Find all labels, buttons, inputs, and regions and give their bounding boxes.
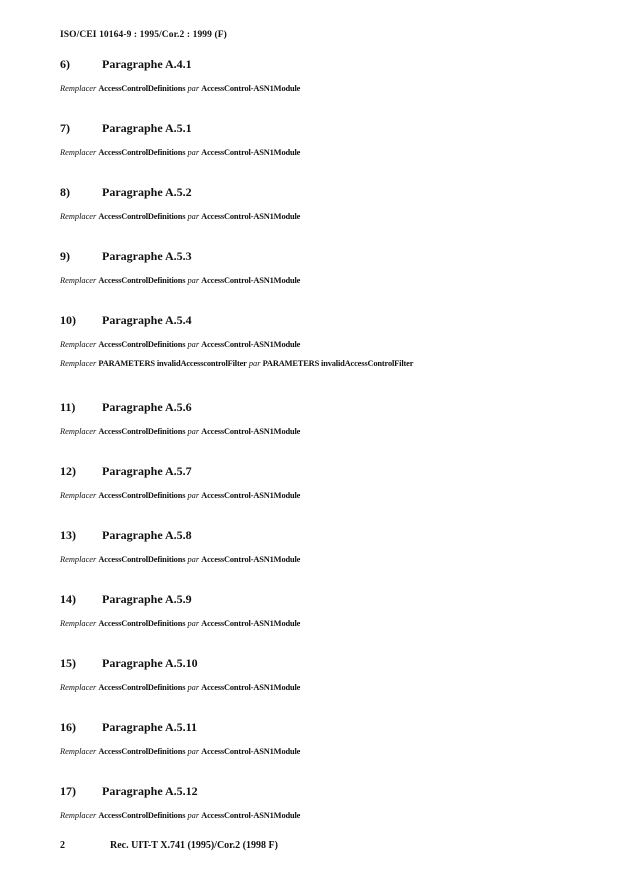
new-term: AccessControl-ASN1Module: [201, 555, 301, 564]
replacement-instruction: [60, 747, 600, 756]
item-title: Paragraphe A.5.4: [102, 313, 192, 327]
replace-verb: Remplacer: [60, 427, 97, 436]
replace-verb: Remplacer: [60, 747, 97, 756]
replace-verb: Remplacer: [60, 619, 97, 628]
item-heading: [60, 185, 600, 201]
item-number: 7): [60, 121, 70, 135]
old-term: AccessControlDefinitions: [98, 427, 186, 436]
item-number: 8): [60, 185, 70, 199]
replacement-instruction: [60, 340, 600, 349]
par-word: par: [187, 212, 200, 221]
corrigendum-item: [60, 57, 600, 93]
corrigendum-item: [60, 592, 600, 628]
replacement-instruction: [60, 491, 600, 500]
old-term: AccessControlDefinitions: [98, 747, 186, 756]
old-term: AccessControlDefinitions: [98, 212, 186, 221]
corrigendum-item: [60, 720, 600, 756]
item-title: Paragraphe A.5.3: [102, 249, 192, 263]
replacement-instruction: [60, 84, 600, 93]
item-heading: [60, 528, 600, 544]
replace-verb: Remplacer: [60, 491, 97, 500]
replace-verb: Remplacer: [60, 555, 97, 564]
par-word: par: [248, 359, 261, 368]
corrigendum-item: [60, 249, 600, 285]
item-heading: [60, 720, 600, 736]
new-term: AccessControl-ASN1Module: [201, 811, 301, 820]
item-heading: [60, 592, 600, 608]
item-heading: [60, 57, 600, 73]
replacement-instruction: [60, 427, 600, 436]
corrigendum-item: [60, 185, 600, 221]
replacement-instruction: [60, 555, 600, 564]
item-heading: [60, 464, 600, 480]
item-title: Paragraphe A.5.6: [102, 400, 192, 414]
par-word: par: [187, 491, 200, 500]
item-title: Paragraphe A.4.1: [102, 57, 192, 71]
old-term: PARAMETERS invalidAccesscontrolFilter: [98, 359, 247, 368]
corrigendum-item: [60, 784, 600, 820]
new-term: AccessControl-ASN1Module: [201, 340, 301, 349]
item-title: Paragraphe A.5.1: [102, 121, 192, 135]
item-title: Paragraphe A.5.8: [102, 528, 192, 542]
new-term: AccessControl-ASN1Module: [201, 619, 301, 628]
item-number: 10): [60, 313, 76, 327]
item-number: 13): [60, 528, 76, 542]
item-number: 11): [60, 400, 76, 414]
footer-reference: Rec. UIT-T X.741 (1995)/Cor.2 (1998 F): [110, 840, 278, 851]
par-word: par: [187, 747, 200, 756]
item-number: 12): [60, 464, 76, 478]
item-heading: [60, 121, 600, 137]
par-word: par: [187, 811, 200, 820]
item-heading: [60, 784, 600, 800]
new-term: AccessControl-ASN1Module: [201, 491, 301, 500]
old-term: AccessControlDefinitions: [98, 276, 186, 285]
new-term: PARAMETERS invalidAccessControlFilter: [262, 359, 414, 368]
document-header: ISO/CEI 10164-9 : 1995/Cor.2 : 1999 (F): [60, 30, 227, 40]
corrigendum-item: [60, 400, 600, 436]
item-number: 16): [60, 720, 76, 734]
corrigendum-item: [60, 464, 600, 500]
new-term: AccessControl-ASN1Module: [201, 276, 301, 285]
new-term: AccessControl-ASN1Module: [201, 212, 301, 221]
new-term: AccessControl-ASN1Module: [201, 747, 301, 756]
par-word: par: [187, 427, 200, 436]
replacement-instruction: [60, 683, 600, 692]
par-word: par: [187, 683, 200, 692]
old-term: AccessControlDefinitions: [98, 340, 186, 349]
replace-verb: Remplacer: [60, 276, 97, 285]
new-term: AccessControl-ASN1Module: [201, 427, 301, 436]
item-heading: [60, 313, 600, 329]
corrigendum-item: [60, 656, 600, 692]
replacement-instruction: [60, 619, 600, 628]
old-term: AccessControlDefinitions: [98, 619, 186, 628]
new-term: AccessControl-ASN1Module: [201, 84, 301, 93]
item-title: Paragraphe A.5.2: [102, 185, 192, 199]
replace-verb: Remplacer: [60, 683, 97, 692]
par-word: par: [187, 340, 200, 349]
replace-verb: Remplacer: [60, 340, 97, 349]
old-term: AccessControlDefinitions: [98, 148, 186, 157]
par-word: par: [187, 276, 200, 285]
replacement-instruction: [60, 212, 600, 221]
item-title: Paragraphe A.5.9: [102, 592, 192, 606]
old-term: AccessControlDefinitions: [98, 555, 186, 564]
item-heading: [60, 656, 600, 672]
page-number: 2: [60, 840, 65, 851]
replace-verb: Remplacer: [60, 212, 97, 221]
par-word: par: [187, 555, 200, 564]
replacement-instruction: [60, 276, 600, 285]
item-heading: [60, 249, 600, 265]
item-number: 14): [60, 592, 76, 606]
item-number: 17): [60, 784, 76, 798]
corrigendum-item: [60, 121, 600, 157]
item-number: 9): [60, 249, 70, 263]
new-term: AccessControl-ASN1Module: [201, 148, 301, 157]
old-term: AccessControlDefinitions: [98, 811, 186, 820]
replacement-instruction: [60, 148, 600, 157]
item-number: 6): [60, 57, 70, 71]
corrigendum-item: [60, 313, 600, 368]
item-title: Paragraphe A.5.12: [102, 784, 198, 798]
item-title: Paragraphe A.5.11: [102, 720, 197, 734]
old-term: AccessControlDefinitions: [98, 84, 186, 93]
par-word: par: [187, 148, 200, 157]
replace-verb: Remplacer: [60, 148, 97, 157]
replace-verb: Remplacer: [60, 359, 97, 368]
new-term: AccessControl-ASN1Module: [201, 683, 301, 692]
replace-verb: Remplacer: [60, 84, 97, 93]
replace-verb: Remplacer: [60, 811, 97, 820]
item-number: 15): [60, 656, 76, 670]
item-title: Paragraphe A.5.10: [102, 656, 198, 670]
item-title: Paragraphe A.5.7: [102, 464, 192, 478]
par-word: par: [187, 619, 200, 628]
replacement-instruction: [60, 359, 600, 368]
replacement-instruction: [60, 811, 600, 820]
corrigendum-item: [60, 528, 600, 564]
item-heading: [60, 400, 600, 416]
old-term: AccessControlDefinitions: [98, 683, 186, 692]
old-term: AccessControlDefinitions: [98, 491, 186, 500]
par-word: par: [187, 84, 200, 93]
